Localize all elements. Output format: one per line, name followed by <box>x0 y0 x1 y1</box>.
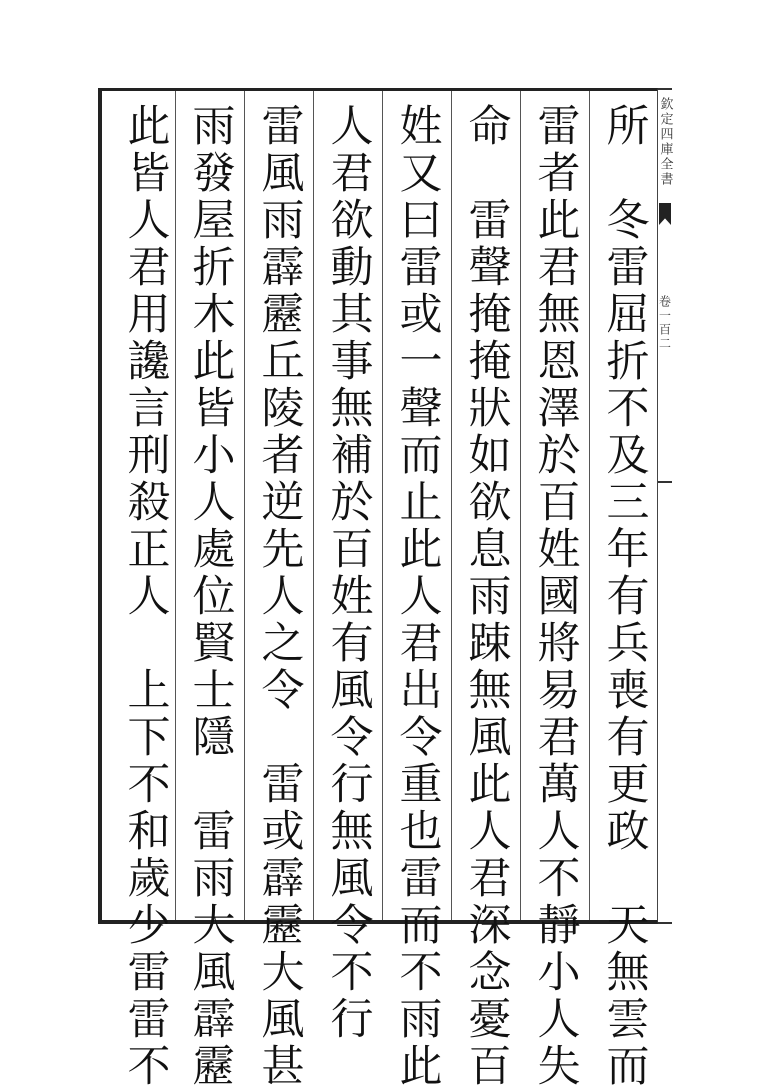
fold-title: 欽定四庫全書 <box>657 97 673 187</box>
fishtail-mark-icon <box>659 203 671 225</box>
text-column-3 <box>451 91 520 1090</box>
fold-margin <box>658 91 672 920</box>
text-column-1 <box>589 91 658 1090</box>
fold-page-number: 卷一百二 <box>657 295 672 351</box>
text-column-2 <box>520 91 589 1090</box>
text-column-4 <box>382 91 451 1090</box>
column-text: 命 雷聲掩掩狀如欲息雨踈無風此人君深念憂百 <box>461 103 512 1090</box>
column-text: 此皆人君用讒言刑殺正人 上下不和歲少雷雷不 <box>120 103 171 1090</box>
column-text: 姓又曰雷或一聲而止此人君出令重也雷而不雨此 <box>392 103 443 1090</box>
column-text: 雷風雨霹靂丘陵者逆先人之令 雷或霹靂大風甚 <box>254 103 305 1090</box>
text-columns <box>102 91 658 1090</box>
text-column-7 <box>175 91 244 1090</box>
text-column-5 <box>313 91 382 1043</box>
column-text: 雨發屋折木此皆小人處位賢士隱 雷雨大風霹靂 <box>185 103 236 1090</box>
column-text: 人君欲動其事無補於百姓有風令行無風令不行 <box>323 103 374 1043</box>
fold-divider <box>658 481 672 483</box>
text-column-8 <box>115 91 175 1090</box>
text-column-6 <box>244 91 313 1090</box>
column-text: 雷者此君無恩澤於百姓國將易君萬人不靜小人失 <box>530 103 581 1090</box>
column-text: 所 冬雷屈折不及三年有兵喪有更政 天無雲而 <box>599 103 650 1090</box>
